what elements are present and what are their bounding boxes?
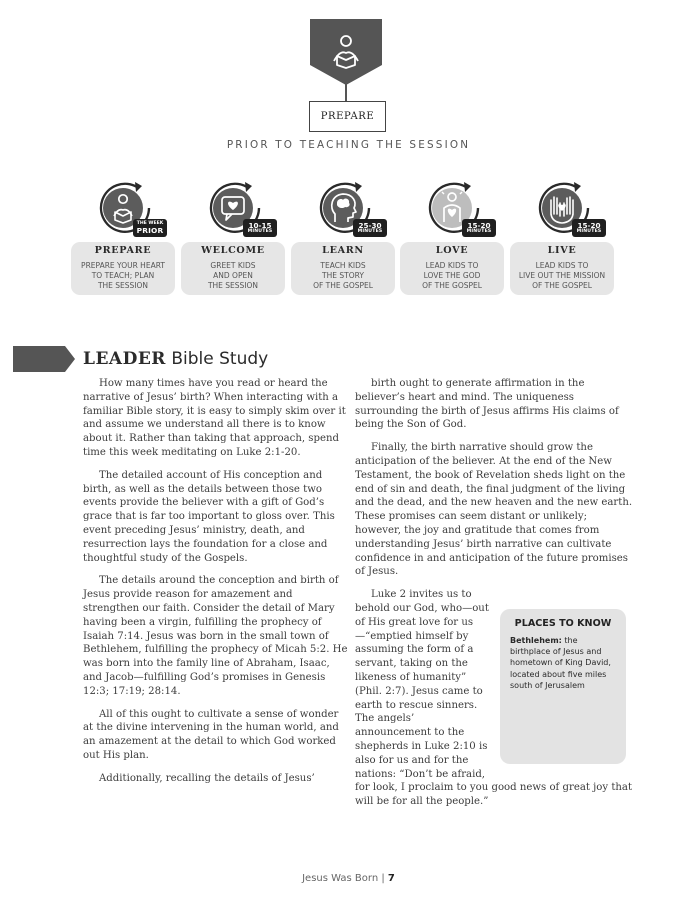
stage-label: PREPARE xyxy=(309,101,386,132)
step-title: PREPARE xyxy=(94,245,152,256)
step-description: LEAD KIDS TO LOVE THE GOD OF THE GOSPEL xyxy=(422,261,482,290)
time-badge xyxy=(572,219,606,237)
time-badge xyxy=(133,219,167,237)
section-arrow-icon xyxy=(13,346,75,376)
badge-line1: 25-30 xyxy=(358,220,382,230)
sidebar-text xyxy=(510,635,616,691)
page-footer xyxy=(0,873,697,884)
badge-line2: PRIOR xyxy=(136,225,164,235)
sidebar-term: Bethlehem: xyxy=(510,636,562,645)
paragraph: All of this ought to cultivate a sense of wonder at the divine intervening in the human world, and an amazement at the detail to which God worked out His plan. xyxy=(83,708,339,761)
body-column-left xyxy=(83,377,348,795)
step-card xyxy=(510,242,614,295)
step-title: LOVE xyxy=(435,245,469,256)
step-card xyxy=(71,242,175,295)
section-title-light: Bible Study xyxy=(171,349,269,369)
step-title: LEARN xyxy=(322,245,364,256)
badge-line2: MINUTES xyxy=(576,228,602,234)
section-title-strong: LEADER xyxy=(83,349,166,369)
step-description: PREPARE YOUR HEART TO TEACH; PLAN THE SESSION xyxy=(81,261,165,290)
badge-line1: 15-20 xyxy=(577,220,601,230)
badge-line1: THE WEEK xyxy=(136,221,164,226)
step-description: TEACH KIDS THE STORY OF THE GOSPEL xyxy=(313,261,373,290)
step-card xyxy=(400,242,504,295)
step-title: WELCOME xyxy=(201,245,265,256)
step-description: GREET KIDS AND OPEN THE SESSION xyxy=(207,261,259,290)
paragraph: Additionally, recalling the details of Jesus’ xyxy=(99,772,315,784)
footer-book-title: Jesus Was Born | xyxy=(302,873,385,884)
time-badge xyxy=(353,219,387,237)
step-title: LIVE xyxy=(547,245,577,256)
page-number: 7 xyxy=(387,873,395,884)
time-badge xyxy=(462,219,496,237)
sidebar-title: PLACES TO KNOW xyxy=(514,618,612,629)
paragraph: birth ought to generate affirmation in the believer’s heart and mind. The uniqueness surrounding the birth of Jesus affirms His claims of being the Son of God. xyxy=(355,378,619,431)
section-title xyxy=(83,349,268,369)
badge-line1: 15-20 xyxy=(467,220,491,230)
badge-line2: MINUTES xyxy=(466,228,492,234)
badge-line1: 10-15 xyxy=(248,220,272,230)
paragraph: Luke 2 invites us to behold our God, who—out of His great love for us—“emptied himself by assuming the form of a servant, taking on the likeness of humanity” (Phil. 2:7). Jesus came to earth to rescue sinners. The angels’ announcement to the shepherds in Luke 2:10 is also for us and for the nations: “Don’t be afraid, for look, I proclaim to you good news of great joy that will be for all the people.” xyxy=(355,589,633,808)
paragraph: Finally, the birth narrative should grow the anticipation of the believer. At the end of the New Testament, the book of Revelation sheds light on the end of sin and death, the final judgment of the living and the dead, and the new heaven and the new earth. These promises can seem distant or unlikely; however, the joy and gratitude that comes from understanding Jesus’ birth narrative can cultivate confidence in and anticipation of the future promises of Jesus. xyxy=(355,442,633,578)
step-description: LEAD KIDS TO LIVE OUT THE MISSION OF THE GOSPEL xyxy=(518,261,606,290)
paragraph: The details around the conception and birth of Jesus provide reason for amazement and strengthen our faith. Consider the detail of Mary having been a virgin, fulfilling the prophecy of Isaiah 7:14. Jesus was born in the small town of Bethlehem, fulfilling the prophecy of Micah 5:2. He was born into the family line of Abraham, Isaac, and Jacob—fulfilling God’s promises in Genesis 12:3; 17:19; 28:14. xyxy=(83,575,348,697)
sidebar-definition: the birthplace of Jesus and hometown of King David, located about five miles south of Jerusalem xyxy=(510,636,611,690)
step-card xyxy=(181,242,285,295)
session-subtitle: PRIOR TO TEACHING THE SESSION xyxy=(226,139,471,151)
prepare-banner-icon xyxy=(310,19,382,87)
badge-line2: MINUTES xyxy=(247,228,273,234)
banner-connector xyxy=(345,84,347,102)
time-badge xyxy=(243,219,277,237)
step-card xyxy=(291,242,395,295)
paragraph: How many times have you read or heard the narrative of Jesus’ birth? When interacting with a familiar Bible story, it is easy to simply skim over it and assume we understand all there is to know about it. Rather than taking that approach, spend time this week meditating on Luke 2:1-20. xyxy=(83,378,346,458)
badge-line2: MINUTES xyxy=(357,228,383,234)
paragraph: The detailed account of His conception and birth, as well as the details between those two events provide the believer with a gift of God’s grace that is far too important to gloss over. This event preceding Jesus’ ministry, death, and resurrection lays the foundation for a close and thoughtful study of the Gospels. xyxy=(83,469,335,564)
places-to-know-box xyxy=(500,609,626,764)
